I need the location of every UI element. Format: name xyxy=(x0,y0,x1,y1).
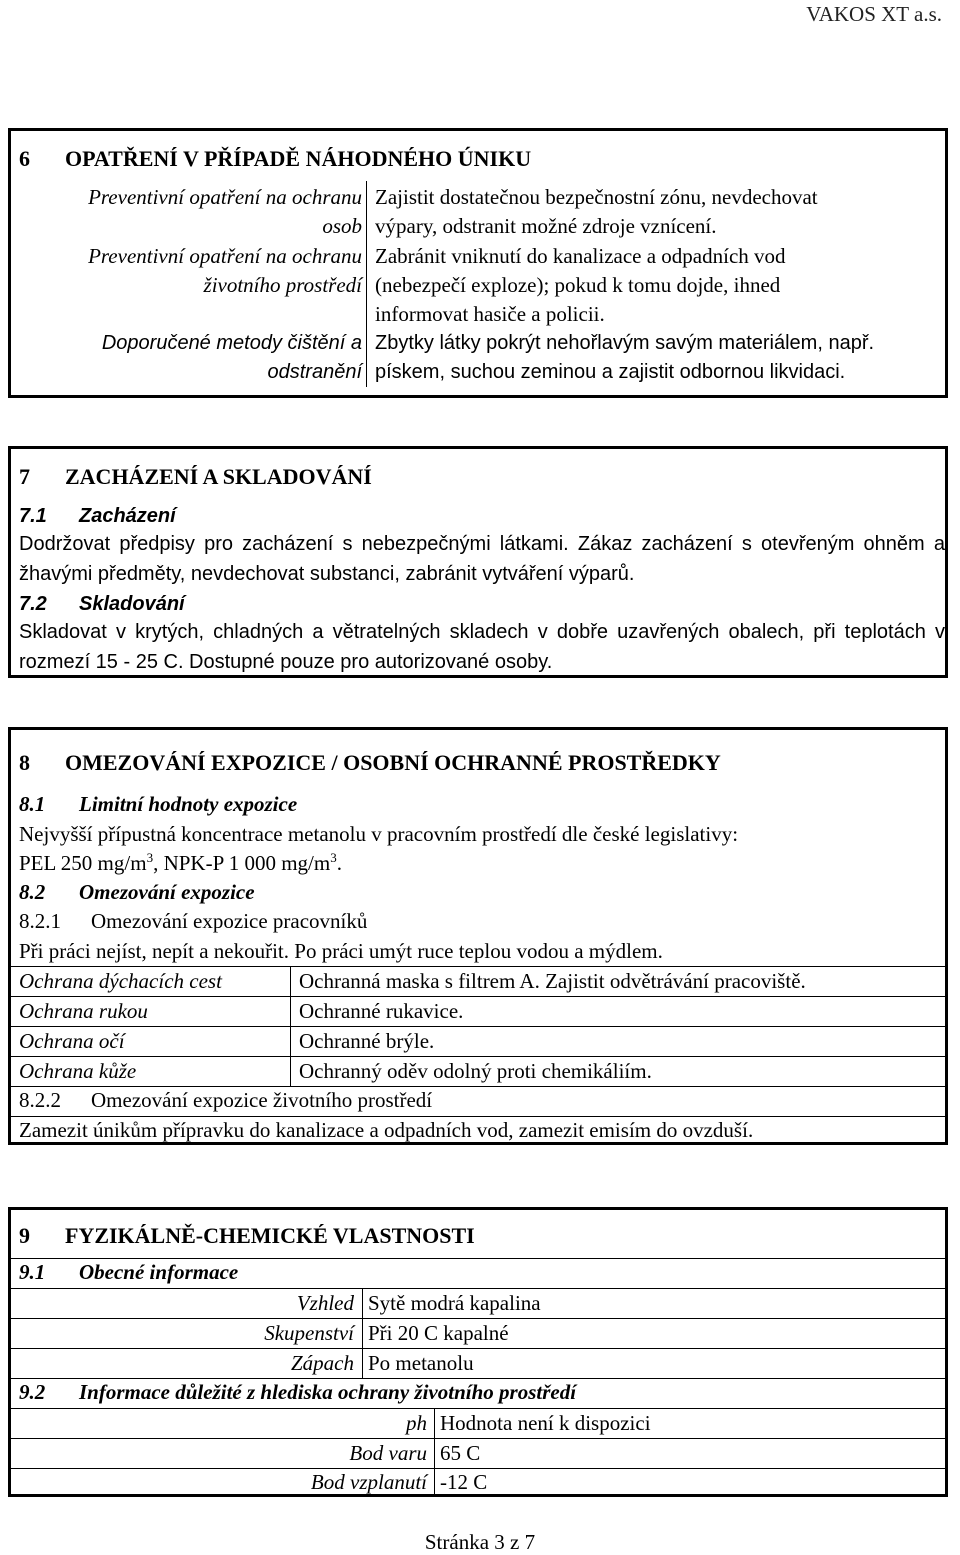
subsubsection-title: Omezování expozice pracovníků xyxy=(91,909,368,933)
subsection-number: 7.2 xyxy=(19,593,47,615)
protection-value: Ochranné rukavice. xyxy=(299,999,464,1023)
limit-text: Nejvyšší přípustná koncentrace metanolu v pracovním prostředí dle české legislativy: xyxy=(19,822,739,846)
row-value: Zbytky látky pokrýt nehořlavým savým materiálem, např. xyxy=(375,332,875,354)
subsection-heading xyxy=(19,593,185,616)
protection-label: Ochrana rukou xyxy=(19,999,148,1023)
property-value: Při 20 C kapalné xyxy=(368,1321,509,1345)
page-footer: Stránka 3 z 7 xyxy=(424,1530,536,1554)
subsection-heading xyxy=(19,1260,238,1285)
section-9-heading xyxy=(19,1223,475,1249)
table-rule xyxy=(11,1378,945,1379)
property-label: Vzhled xyxy=(296,1291,354,1315)
section-9-box xyxy=(8,1207,948,1497)
protection-value: Ochranná maska s filtrem A. Zajistit odvětrávání pracoviště. xyxy=(299,969,806,993)
protection-label: Ochrana očí xyxy=(19,1029,125,1053)
row-value: (nebezpečí exploze); pokud k tomu dojde, ihned xyxy=(375,273,781,297)
row-label: Preventivní opatření na ochranu xyxy=(88,244,362,268)
subsection-heading xyxy=(19,1380,576,1405)
row-value: výpary, odstranit možné zdroje vznícení. xyxy=(375,214,717,238)
subsection-number: 9.2 xyxy=(19,1380,46,1404)
section-title: ZACHÁZENÍ A SKLADOVÁNÍ xyxy=(65,464,372,489)
subsubsection-heading xyxy=(19,1088,432,1113)
subsection-title: Omezování expozice xyxy=(79,880,255,904)
row-value: Zajistit dostatečnou bezpečnostní zónu, nevdechovat xyxy=(375,185,818,209)
property-label: Bod vzplanutí xyxy=(310,1470,427,1494)
superscript: 3 xyxy=(146,850,154,865)
table-rule xyxy=(11,1086,945,1087)
property-value: -12 C xyxy=(440,1470,488,1494)
section-7-box xyxy=(8,446,948,678)
section-8-box xyxy=(8,727,948,1145)
table-rule xyxy=(11,966,945,967)
property-label: Skupenství xyxy=(264,1321,354,1345)
section-6-heading xyxy=(19,146,531,172)
subsection-title: Zacházení xyxy=(79,505,176,527)
property-value: Sytě modrá kapalina xyxy=(368,1291,541,1315)
section-title: FYZIKÁLNĚ-CHEMICKÉ VLASTNOSTI xyxy=(65,1223,475,1248)
property-value: Hodnota není k dispozici xyxy=(440,1411,651,1435)
table-rule xyxy=(11,1056,945,1057)
row-label: osob xyxy=(322,214,362,238)
property-value: 65 C xyxy=(440,1441,481,1465)
subsection-number: 8.1 xyxy=(19,792,46,816)
superscript: 3 xyxy=(330,850,337,865)
subsection-number: 8.2 xyxy=(19,880,46,904)
punctuation: . xyxy=(336,851,342,875)
subsection-title: Limitní hodnoty expozice xyxy=(79,792,298,816)
row-label: Preventivní opatření na ochranu xyxy=(88,185,362,209)
property-value: Po metanolu xyxy=(368,1351,474,1375)
table-rule xyxy=(11,1348,945,1349)
subsubsection-number: 8.2.1 xyxy=(19,909,61,933)
paragraph: Skladovat v krytých, chladných a větratelných skladech v dobře uzavřených obalech, při teplotách v rozmezí 15 - 25 C. Dostupné pouze pro autorizované osoby. xyxy=(19,621,945,673)
subsection-number: 9.1 xyxy=(19,1260,46,1284)
table-rule xyxy=(11,1116,945,1117)
protection-value: Ochranný oděv odolný proti chemikáliím. xyxy=(299,1059,652,1083)
row-value: informovat hasiče a policii. xyxy=(375,302,605,326)
table-divider xyxy=(434,1408,435,1494)
row-label: Doporučené metody čištění a xyxy=(101,332,362,354)
subsection-heading xyxy=(19,792,297,817)
table-rule xyxy=(11,1258,945,1259)
table-rule xyxy=(11,1438,945,1439)
section-number: 7 xyxy=(19,464,30,489)
paragraph: Při práci nejíst, nepít a nekouřit. Po práci umýt ruce teplou vodou a mýdlem. xyxy=(19,939,663,963)
section-title: OPATŘENÍ V PŘÍPADĚ NÁHODNÉHO ÚNIKU xyxy=(65,146,532,171)
table-rule xyxy=(11,1408,945,1409)
section-8-heading xyxy=(19,750,721,776)
property-label: ph xyxy=(406,1411,427,1435)
section-6-box xyxy=(8,128,948,398)
section-title: OMEZOVÁNÍ EXPOZICE / OSOBNÍ OCHRANNÉ PROSTŘEDKY xyxy=(65,750,721,775)
protection-label: Ochrana dýchacích cest xyxy=(19,969,222,993)
table-rule xyxy=(11,1318,945,1319)
section-number: 9 xyxy=(19,1223,30,1248)
row-label: odstranění xyxy=(267,361,362,383)
table-rule xyxy=(11,996,945,997)
table-divider xyxy=(362,1288,363,1378)
paragraph: Dodržovat předpisy pro zacházení s nebezpečnými látkami. Zákaz zacházení s otevřeným ohněm a žhavými předměty, nevdechovat substanci, zabránit vytváření výparů. xyxy=(19,533,945,585)
paragraph: Zamezit únikům přípravku do kanalizace a odpadních vod, zamezit emisím do ovzduší. xyxy=(19,1118,754,1142)
subsubsection-heading xyxy=(19,909,367,934)
section-number: 8 xyxy=(19,750,30,775)
document-header: VAKOS XT a.s. xyxy=(806,2,942,26)
subsection-heading xyxy=(19,505,176,528)
subsubsection-number: 8.2.2 xyxy=(19,1088,61,1112)
subsection-number: 7.1 xyxy=(19,505,47,527)
subsection-title: Skladování xyxy=(79,593,185,615)
row-value: pískem, suchou zeminou a zajistit odbornou likvidaci. xyxy=(375,361,846,383)
subsection-title: Obecné informace xyxy=(79,1260,239,1284)
section-number: 6 xyxy=(19,146,30,171)
table-rule xyxy=(11,1026,945,1027)
table-rule xyxy=(11,1468,945,1469)
protection-value: Ochranné brýle. xyxy=(299,1029,435,1053)
protection-label: Ochrana kůže xyxy=(19,1059,137,1083)
row-label: životního prostředí xyxy=(203,273,362,297)
row-value: Zabránit vniknutí do kanalizace a odpadních vod xyxy=(375,244,786,268)
section-7-heading xyxy=(19,464,372,490)
property-label: Zápach xyxy=(291,1351,354,1375)
pel-value: PEL 250 mg/m xyxy=(19,851,147,875)
column-divider xyxy=(366,181,367,387)
subsection-heading xyxy=(19,880,255,905)
subsection-title: Informace důležité z hlediska ochrany životního prostředí xyxy=(79,1380,577,1404)
limit-values xyxy=(19,850,342,876)
subsubsection-title: Omezování expozice životního prostředí xyxy=(91,1088,433,1112)
table-rule xyxy=(11,1288,945,1289)
property-label: Bod varu xyxy=(349,1441,427,1465)
npk-value: , NPK-P 1 000 mg/m xyxy=(153,851,331,875)
